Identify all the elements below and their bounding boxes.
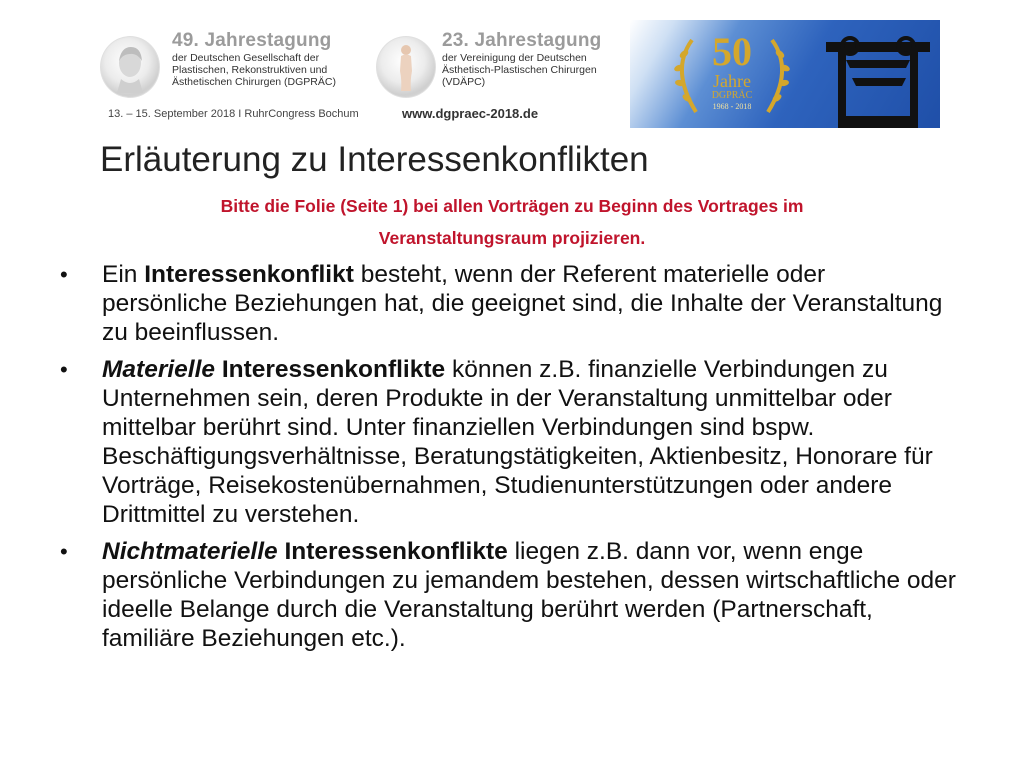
vdaepc-meeting-title: 23. Jahrestagung: [442, 30, 602, 51]
bullet-marker: •: [60, 539, 68, 564]
bullet-item: [56, 355, 956, 529]
anniversary-org: DGPRÄC: [711, 90, 753, 101]
laurel-and-headframe-icon: [630, 20, 940, 128]
greek-bust-logo-icon: [100, 36, 160, 98]
bullet-bold-term: Interessenkonflikte: [215, 356, 446, 383]
conference-url: www.dgpraec-2018.de: [402, 106, 539, 121]
bullet-marker: •: [60, 262, 68, 287]
bullet-list: [56, 260, 956, 661]
subtitle-line-2: Veranstaltungsraum projizieren.: [378, 228, 646, 248]
bullet-lead: Ein: [102, 261, 145, 288]
anniversary-badge: [694, 29, 770, 112]
vdaepc-meeting-info: [442, 30, 601, 88]
vdaepc-line-2: Ästhetisch-Plastischen Chirurgen: [442, 64, 597, 76]
bullet-text: liegen z.B. dann vor, wenn enge persönliche Verbindungen zu jemandem bestehen, dessen wirtschaftliche oder ideelle Belange durch die Veranstaltung berührt werden (Partnerschaft, familiäre Beziehungen etc.).: [102, 538, 956, 652]
dgpraec-meeting-info: [172, 30, 336, 88]
bullet-marker: •: [60, 357, 68, 382]
venus-statue-logo-icon: [376, 36, 436, 98]
dgpraec-line-1: der Deutschen Gesellschaft der: [172, 52, 320, 64]
bullet-text: besteht, wenn der Referent materielle oder persönliche Beziehungen hat, die geeignet sind, die Inhalte der Veranstaltung zu beeinflussen.: [102, 261, 943, 346]
bullet-italic-term: Materielle: [102, 356, 216, 383]
vdaepc-line-1: der Vereinigung der Deutschen: [442, 52, 587, 64]
dgpraec-meeting-title: 49. Jahrestagung: [172, 30, 332, 51]
slide-subtitle: [112, 190, 912, 254]
vdaepc-line-3: (VDÄPC): [442, 76, 486, 88]
anniversary-years: 1968 - 2018: [712, 102, 752, 111]
bullet-text: können z.B. finanzielle Verbindungen zu Unternehmen sein, deren Produkte in der Veranstaltung unmittelbar oder mittelbar berührt sind. Unter finanziellen Verbindungen sind bspw. Beschäftigungsverhältnisse, Beratungstätigkeiten, Aktienbesitz, Honorare für Vorträge, Reisekostenübernahmen, Studienunterstützungen oder andere Drittmittel zu verstehen.: [102, 356, 933, 528]
anniversary-number: 50: [712, 29, 752, 74]
bullet-italic-term: Nichtmaterielle: [102, 538, 278, 565]
bullet-item: [56, 537, 956, 653]
date-venue: 13. – 15. September 2018 I RuhrCongress Bochum: [108, 108, 359, 120]
dgpraec-line-2: Plastischen, Rekonstruktiven und: [172, 64, 328, 76]
bullet-bold-term: Interessenkonflikt: [144, 261, 354, 288]
subtitle-line-1: Bitte die Folie (Seite 1) bei allen Vorträgen zu Beginn des Vortrages im: [220, 196, 804, 216]
conference-banner: [96, 20, 940, 128]
bullet-item: [56, 260, 956, 347]
bullet-bold-term: Interessenkonflikte: [277, 538, 508, 565]
dgpraec-line-3: Ästhetischen Chirurgen (DGPRÄC): [172, 76, 336, 88]
anniversary-word: Jahre: [713, 71, 751, 91]
slide-title: Erläuterung zu Interessenkonflikten: [100, 140, 649, 179]
anniversary-panel: [630, 20, 940, 128]
